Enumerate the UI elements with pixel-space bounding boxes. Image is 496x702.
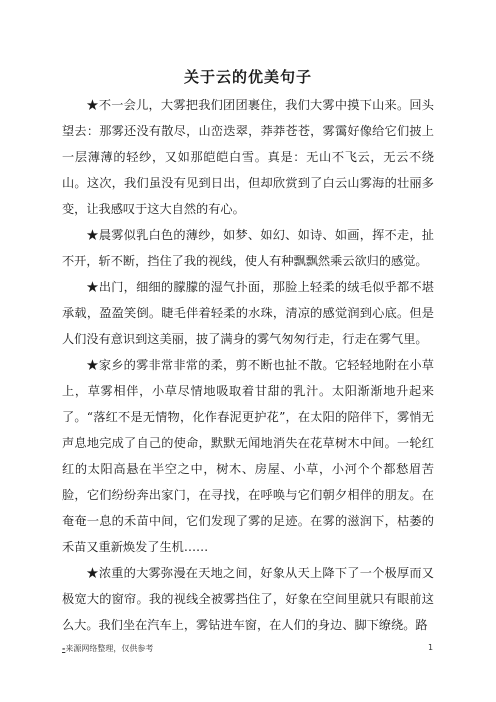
paragraph-2: ★晨雾似乳白色的薄纱，如梦、如幻、如诗、如画，挥不走，扯不开，斩不断，挡住了我的视线，使人有种飘飘然乘云欲归的感觉。 xyxy=(62,228,434,268)
paragraph-3: ★出门，细细的朦朦的湿气扑面，那脸上轻柔的绒毛似乎都不堪承载，盈盈笑倒。睫毛伴着轻柔的水珠，清凉的感觉润到心底。但是人们没有意识到这美丽，披了满身的雾气匆匆行走，行走在雾气里。 xyxy=(62,280,434,346)
article-body xyxy=(62,92,434,638)
paragraph-4: ★家乡的雾非常非常的柔，剪不断也扯不散。它轻轻地附在小草上，草雾相伴，小草尽情地吸取着甘甜的乳汁。太阳渐渐地升起来了。“落红不是无情物，化作春泥更护花”，在太阳的陪伴下，雾悄无声息地完成了自己的使命，默默无闻地消失在花草树木中间。一轮红红的太阳高悬在半空之中，树木、房屋、小草，小河个个都愁眉苦脸，它们纷纷奔出家门，在寻找，在呼唤与它们朝夕相伴的朋友。在奄奄一息的禾苗中间，它们发现了雾的足迹。在雾的滋润下，枯萎的禾苗又重新焕发了生机…… xyxy=(62,358,434,554)
footer-mark: - xyxy=(62,644,66,653)
paragraph-5: ★浓重的大雾弥漫在天地之间，好象从天上降下了一个极厚而又极宽大的窗帘。我的视线全被雾挡住了，好象在空间里就只有眼前这么大。我们坐在汽车上，雾钻进车窗，在人们的身边、脚下缭绕。路 xyxy=(62,566,434,632)
footer-note xyxy=(62,643,153,654)
page-number: 1 xyxy=(428,643,434,652)
footer-note-text: 来源网络整理，仅供参考 xyxy=(65,644,154,653)
paragraph-1: ★不一会儿，大雾把我们团团裹住，我们大雾中摸下山来。回头望去：那雾还没有散尽，山峦迭翠，莽莽苍苍，雾霭好像给它们披上一层薄薄的轻纱，又如那皑皑白雪。真是：无山不飞云，无云不绕山。这次，我们虽没有见到日出，但却欣赏到了白云山雾海的壮丽多变，让我感叹于这大自然的有心。 xyxy=(62,98,434,216)
page-title: 关于云的优美句子 xyxy=(183,68,312,86)
